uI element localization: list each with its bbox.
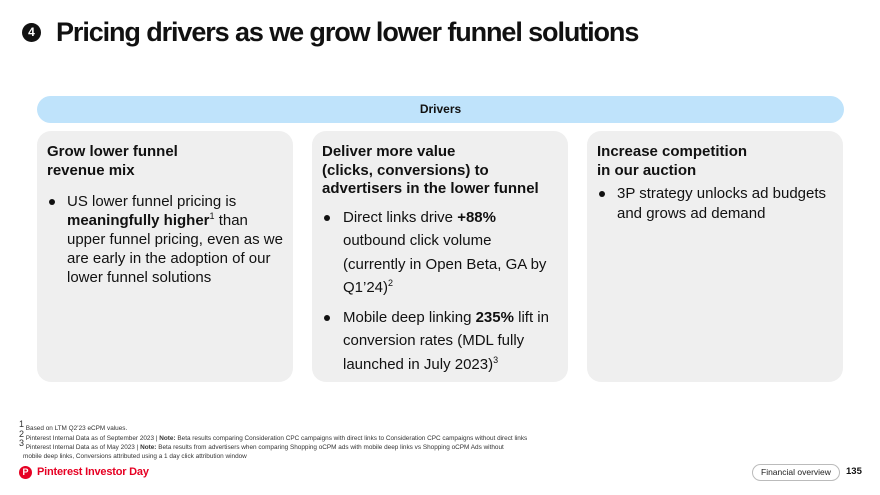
card-title — [322, 143, 558, 199]
bullet-item — [322, 306, 558, 377]
bullet-item — [597, 184, 833, 224]
footnote-text: Pinterest Internal Data as of May 2023 | — [25, 444, 141, 452]
bullet-list — [597, 184, 833, 224]
card-title-line: Grow lower funnel — [47, 143, 178, 160]
bullet-emphasis: 235% — [475, 308, 514, 326]
drivers-banner: Drivers — [37, 96, 844, 123]
card-title-line: advertisers in the lower funnel — [322, 180, 539, 197]
footnote-note-label: Note: — [140, 444, 157, 452]
footnote-number: 3 — [19, 438, 25, 449]
footnote-note: Beta results comparing Consideration CPC campaigns with direct links to Consideration CPC campaigns without direct links — [175, 434, 528, 442]
footnote-note: Beta results from advertisers when comparing Shopping oCPM ads with mobile deep links vs Shopping oCPM Ads without — [156, 444, 504, 452]
section-tag: Financial overview — [752, 464, 840, 481]
bullet-list — [47, 192, 283, 287]
bullet-text: lift in conversion rates (MDL fully launched in July 2023) — [343, 308, 549, 373]
footnote-ref: 3 — [493, 354, 499, 365]
footnotes — [19, 419, 619, 461]
bullet-emphasis: +88% — [457, 208, 496, 226]
bullet-text: Mobile deep linking — [343, 308, 476, 326]
brand-name: Pinterest Investor Day — [37, 466, 149, 478]
section-number-badge: 4 — [22, 23, 41, 42]
card-title — [597, 143, 833, 180]
footnote-number: 1 — [19, 419, 25, 429]
footnote-number: 2 — [19, 428, 25, 439]
footnote-text: Pinterest Internal Data as of September 2023 | — [25, 434, 160, 442]
bullet-text: than upper funnel pricing, even as we are early in the adoption of our lower funnel solutions — [67, 212, 283, 286]
driver-card-deliver-value — [312, 131, 568, 382]
bullet-item — [47, 192, 283, 287]
brand-lockup — [19, 465, 149, 479]
driver-card-increase-competition — [587, 131, 843, 382]
card-title-line: (clicks, conversions) to — [322, 161, 489, 179]
page-title: Pricing drivers as we grow lower funnel solutions — [56, 17, 639, 47]
driver-card-lower-funnel-mix — [37, 131, 293, 382]
bullet-list — [322, 206, 558, 377]
card-title-line: revenue mix — [47, 161, 135, 179]
pinterest-logo-icon: P — [19, 466, 32, 479]
page-number: 135 — [846, 466, 862, 477]
footnote-ref: 2 — [388, 278, 394, 288]
bullet-text: US lower funnel pricing is — [67, 193, 237, 210]
card-title — [47, 143, 283, 180]
bullet-text: 3P strategy unlocks ad budgets and grows ad demand — [617, 185, 827, 222]
footnote-continuation: mobile deep links, Conversions attributed using a 1 day click attribution window — [23, 452, 247, 460]
card-title-line: Deliver more value — [322, 143, 456, 160]
bullet-text: Direct links drive — [343, 208, 458, 226]
footnote-note-label: Note: — [159, 434, 176, 442]
footnote-text: Based on LTM Q2’23 eCPM values. — [25, 425, 128, 433]
footnote-ref: 1 — [209, 211, 215, 221]
footnote — [19, 419, 619, 434]
bullet-text: outbound click volume (currently in Open Beta, GA by Q1’24) — [343, 232, 547, 296]
bullet-item — [322, 206, 558, 300]
card-title-line: in our auction — [597, 161, 697, 179]
card-title-line: Increase competition — [597, 143, 748, 160]
bullet-emphasis: meaningfully higher — [67, 212, 210, 229]
